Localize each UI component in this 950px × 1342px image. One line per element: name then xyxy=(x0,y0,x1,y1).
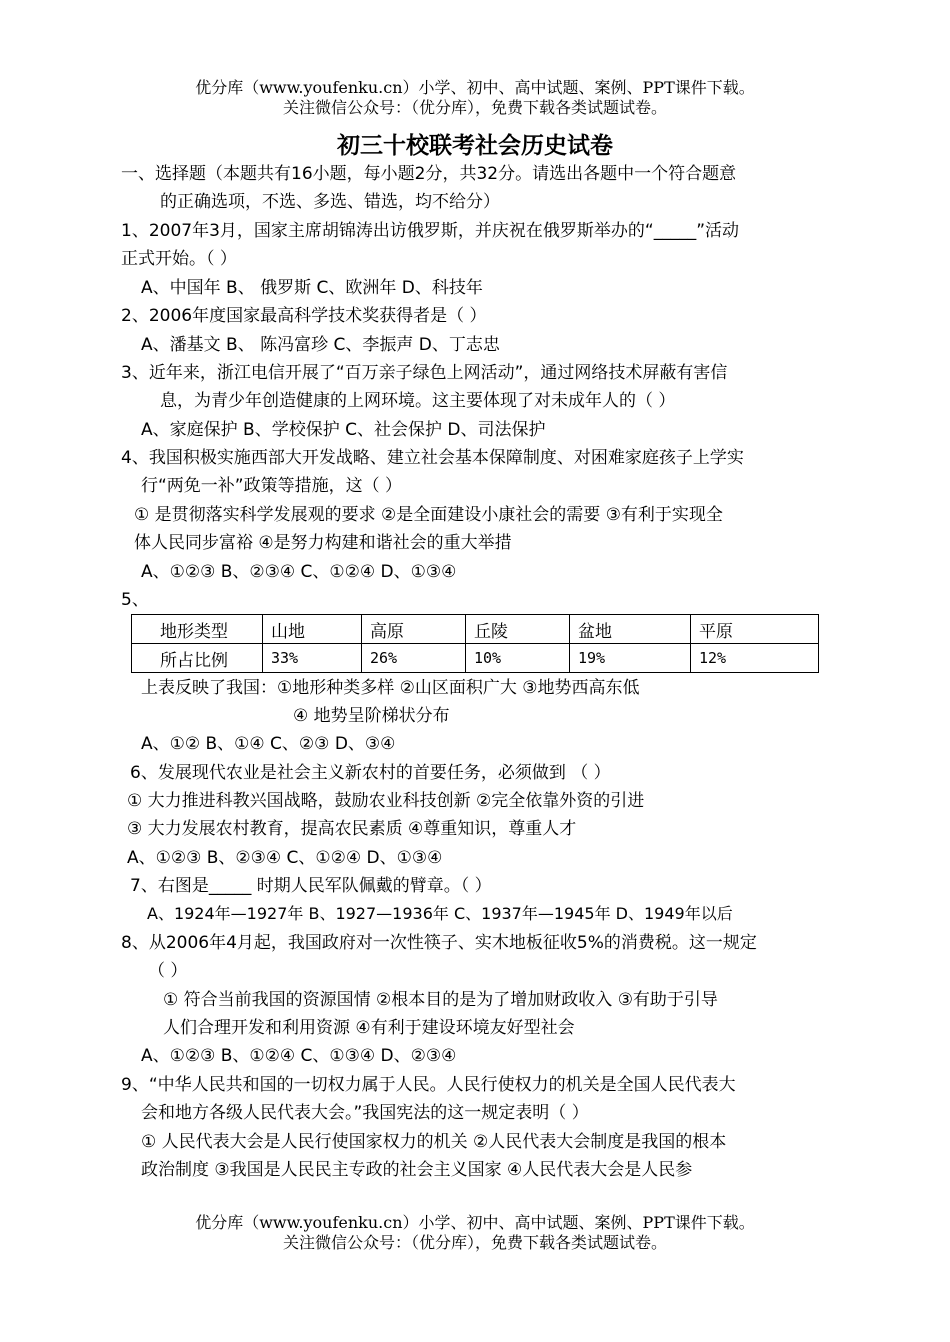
question-7-options: A、1924年—1927年 B、1927—1936年 C、1937年—1945年 D、1949年以后 xyxy=(147,904,733,923)
table-cell: 10% xyxy=(466,644,570,673)
question-1-options: A、中国年 B、 俄罗斯 C、欧洲年 D、科技年 xyxy=(141,278,483,298)
table-header-cell: 丘陵 xyxy=(466,615,570,644)
table-header-cell: 地形类型 xyxy=(132,615,263,644)
question-6-stem: 6、发展现代农业是社会主义新农村的首要任务，必须做到 （ ） xyxy=(130,763,611,783)
table-header-cell: 山地 xyxy=(263,615,362,644)
section-instructions-line-2: 的正确选项，不选、多选、错选，均不给分） xyxy=(160,192,500,212)
table-header-row xyxy=(132,615,819,644)
question-5-stem-line-2: ④ 地势呈阶梯状分布 xyxy=(293,706,450,726)
question-3-options: A、家庭保护 B、学校保护 C、社会保护 D、司法保护 xyxy=(141,420,546,440)
question-2-stem: 2、2006年度国家最高科学技术奖获得者是（ ） xyxy=(121,306,487,326)
footer-line-1: 优分库（www.youfenku.cn）小学、初中、高中试题、案例、PPT课件下载。 xyxy=(195,1213,755,1232)
question-5-label: 5、 xyxy=(121,590,149,610)
question-4-stem-line-2: 行“两免一补”政策等措施，这（ ） xyxy=(141,476,403,496)
table-cell: 12% xyxy=(691,644,819,673)
question-9-statements-line-1: ① 人民代表大会是人民行使国家权力的机关 ②人民代表大会制度是我国的根本 xyxy=(141,1132,727,1152)
table-cell: 33% xyxy=(263,644,362,673)
question-4-options: A、①②③ B、②③④ C、①②④ D、①③④ xyxy=(141,562,457,582)
terrain-table xyxy=(131,614,819,673)
question-8-stem-line-1: 8、从2006年4月起，我国政府对一次性筷子、实木地板征收5%的消费税。这一规定 xyxy=(121,933,757,953)
question-8-stem-line-2: （ ） xyxy=(148,961,188,981)
table-header-cell: 高原 xyxy=(362,615,466,644)
question-3-stem-line-1: 3、近年来，浙江电信开展了“百万亲子绿色上网活动”，通过网络技术屏蔽有害信 xyxy=(121,363,728,383)
question-5-options: A、①② B、①④ C、②③ D、③④ xyxy=(141,734,396,754)
question-5-stem-line-1: 上表反映了我国：①地形种类多样 ②山区面积广大 ③地势西高东低 xyxy=(141,678,640,698)
header-line-2: 关注微信公众号：（优分库），免费下载各类试题试卷。 xyxy=(282,98,667,117)
question-6-statements-line-2: ③ 大力发展农村教育，提高农民素质 ④尊重知识，尊重人才 xyxy=(127,819,577,839)
header-line-1: 优分库（www.youfenku.cn）小学、初中、高中试题、案例、PPT课件下载。 xyxy=(195,78,755,97)
table-header-cell: 盆地 xyxy=(570,615,691,644)
table-row xyxy=(132,644,819,673)
table-cell: 所占比例 xyxy=(132,644,263,673)
footer-line-2: 关注微信公众号：（优分库），免费下载各类试题试卷。 xyxy=(282,1233,667,1252)
question-8-statements-line-2: 人们合理开发和利用资源 ④有利于建设环境友好型社会 xyxy=(163,1018,575,1038)
page-title: 初三十校联考社会历史试卷 xyxy=(337,132,613,159)
question-6-statements-line-1: ① 大力推进科教兴国战略，鼓励农业科技创新 ②完全依靠外资的引进 xyxy=(127,791,645,811)
question-8-options: A、①②③ B、①②④ C、①③④ D、②③④ xyxy=(141,1046,457,1066)
question-4-stem-line-1: 4、我国积极实施西部大开发战略、建立社会基本保障制度、对困难家庭孩子上学实 xyxy=(121,448,744,468)
table-cell: 26% xyxy=(362,644,466,673)
question-1-stem-line-1: 1、2007年3月，国家主席胡锦涛出访俄罗斯，并庆祝在俄罗斯举办的“_____”活动 xyxy=(121,221,740,241)
question-4-statements-line-2: 体人民同步富裕 ④是努力构建和谐社会的重大举措 xyxy=(134,533,512,553)
table-cell: 19% xyxy=(570,644,691,673)
question-3-stem-line-2: 息，为青少年创造健康的上网环境。这主要体现了对未成年人的（ ） xyxy=(160,391,676,411)
question-9-statements-line-2: 政治制度 ③我国是人民民主专政的社会主义国家 ④人民代表大会是人民参 xyxy=(141,1160,693,1180)
question-8-statements-line-1: ① 符合当前我国的资源国情 ②根本目的是为了增加财政收入 ③有助于引导 xyxy=(163,990,718,1010)
question-4-statements-line-1: ① 是贯彻落实科学发展观的要求 ②是全面建设小康社会的需要 ③有利于实现全 xyxy=(134,505,723,525)
question-1-stem-line-2: 正式开始。（ ） xyxy=(121,249,237,269)
question-9-stem-line-2: 会和地方各级人民代表大会。”我国宪法的这一规定表明（ ） xyxy=(141,1103,589,1123)
section-instructions-line-1: 一、选择题（本题共有16小题，每小题2分，共32分。请选出各题中一个符合题意 xyxy=(121,164,737,184)
question-2-options: A、潘基文 B、 陈冯富珍 C、李振声 D、丁志忠 xyxy=(141,335,500,355)
table-header-cell: 平原 xyxy=(691,615,819,644)
question-9-stem-line-1: 9、“中华人民共和国的一切权力属于人民。人民行使权力的机关是全国人民代表大 xyxy=(121,1075,736,1095)
question-6-options: A、①②③ B、②③④ C、①②④ D、①③④ xyxy=(127,848,443,868)
question-7-stem: 7、右图是_____ 时期人民军队佩戴的臂章。（ ） xyxy=(130,876,492,896)
